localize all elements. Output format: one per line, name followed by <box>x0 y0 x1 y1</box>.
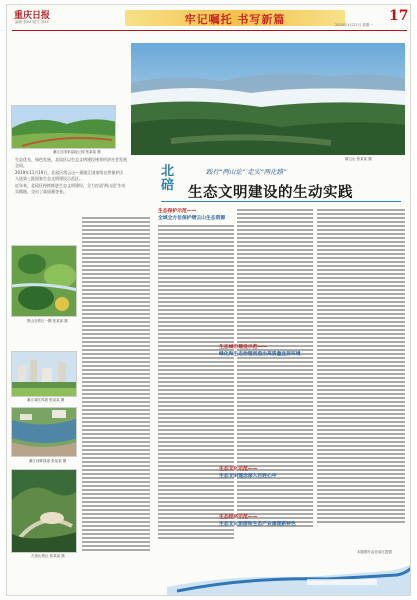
photo-caption: 綦江区国家湿地公园 张某某 摄 <box>53 150 101 154</box>
photo-caption: 綦江城区风貌 张某某 摄 <box>27 398 65 402</box>
article-text <box>317 209 405 525</box>
intro-text <box>15 157 127 196</box>
photo-caption: 黑山谷景区一隅 张某某 摄 <box>27 319 68 323</box>
section-heading: 生态城市建设示范—— <box>219 345 267 350</box>
newspaper-logo: 重庆日报 <box>14 11 51 21</box>
article-headline: 生态文明建设的生动实践 <box>188 185 353 201</box>
newspaper-page <box>6 4 411 596</box>
title-prefix-char: 碚 <box>161 178 175 193</box>
section-subheading: 生态文化旅游和生态产业涌现新特色 <box>219 522 296 527</box>
page-number: 17 <box>389 8 409 24</box>
section-banner <box>125 10 345 26</box>
left-article-text <box>82 217 150 553</box>
article-kicker: 践行“两山论” 走实“两化路” <box>206 168 287 176</box>
banner-title: 牢记嘱托 书写新篇 <box>184 13 286 26</box>
intro-paragraph: 近年来，北碚区持续推进生态文明建设，全力打造'两山论'生动实践地，交出了高质量答卷。 <box>15 183 126 194</box>
article-text <box>158 225 234 541</box>
intro-paragraph: 生态优先、绿色发展，北碚区以生态文明建设统领经济社会发展全局。 <box>15 157 127 168</box>
section-subheading: 生态文明理念深入百姓心中 <box>219 474 277 479</box>
photo-wetland-park <box>11 105 116 149</box>
article-text <box>237 209 313 529</box>
photo-mountain-aerial <box>11 469 77 553</box>
photo-river-greenway <box>11 407 77 457</box>
title-rule <box>161 201 401 202</box>
train-illustration <box>167 557 411 596</box>
photo-caption: 古剑山景区 张某某 摄 <box>31 554 65 558</box>
photo-credit: 本版图片由北碚区提供 <box>357 550 392 554</box>
intro-paragraph: 2019年11月19日，北碚区缙云山—嘉陵江国家级自然保护区入选第三批国家生态文明建设示范区。 <box>15 170 124 181</box>
title-prefix-char: 北 <box>161 164 175 179</box>
section-heading: 生态经济示范—— <box>219 515 258 520</box>
section-heading: 生态文化示范—— <box>219 467 258 472</box>
photo-city <box>11 351 77 397</box>
hero-photo-jinyun-mountain <box>131 43 405 155</box>
editor-meta: 编辑 张XX 版式 刘XX <box>15 20 49 24</box>
hero-caption: 缙云山 张某某 摄 <box>345 157 372 161</box>
title-prefix <box>161 165 174 193</box>
section-subheading: 全域全方位保护缙云山生态资源 <box>158 216 226 221</box>
photo-scenic-area <box>11 245 77 317</box>
header-rule <box>12 30 407 31</box>
page-header <box>7 5 411 31</box>
issue-date: 2024年4月22日 星期一 <box>335 23 373 27</box>
section-subheading: 绿化和生态治理创造出高质量宜居环境 <box>219 352 301 357</box>
photo-caption: 綦江河畔绿道 张某某 摄 <box>29 459 67 463</box>
section-heading: 生态保护示范—— <box>158 209 197 214</box>
